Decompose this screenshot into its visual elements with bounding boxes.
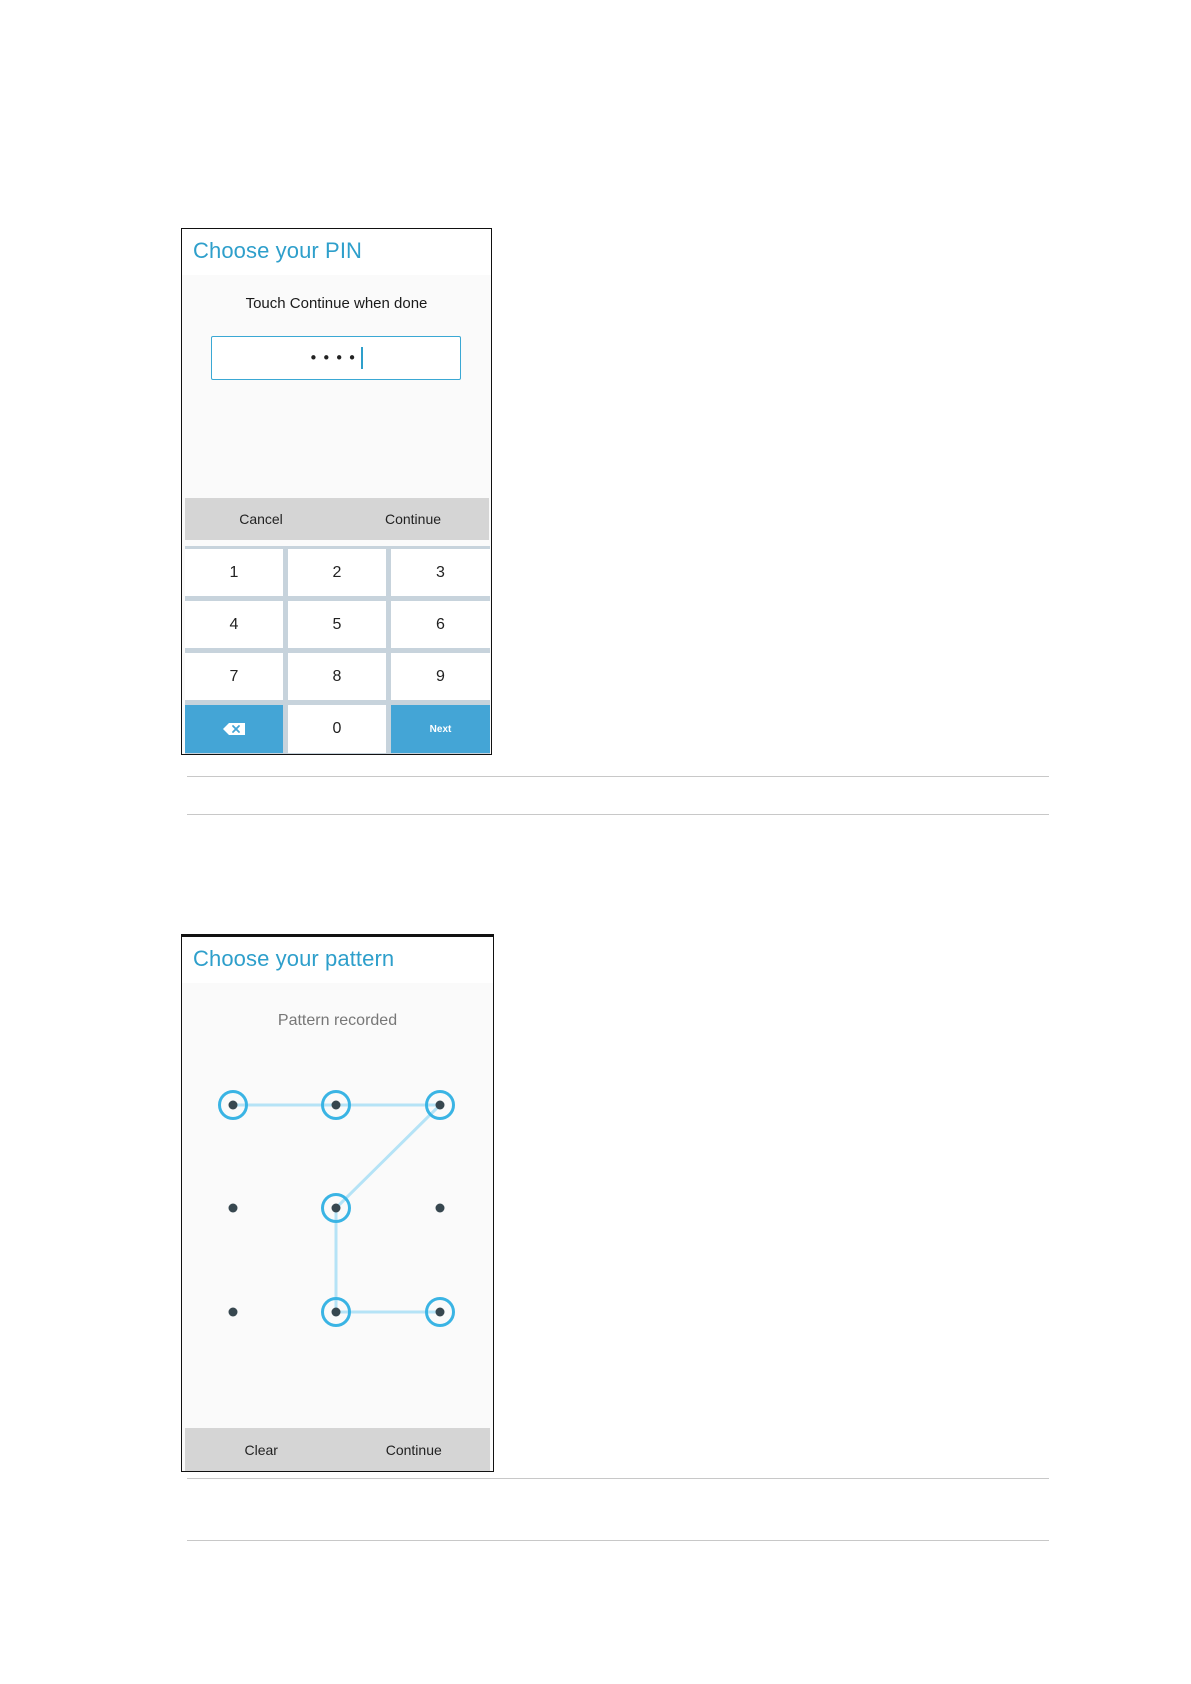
key-4[interactable]: 4 — [185, 601, 283, 648]
pin-title: Choose your PIN — [193, 238, 363, 263]
pattern-node-2[interactable] — [332, 1101, 341, 1110]
pin-action-bar — [185, 498, 489, 540]
divider-line — [187, 776, 1049, 777]
pattern-node-4[interactable] — [229, 1204, 238, 1213]
text-caret — [361, 347, 363, 369]
pattern-title: Choose your pattern — [193, 946, 395, 971]
cancel-button[interactable]: Cancel — [185, 498, 337, 540]
clear-button[interactable]: Clear — [185, 1428, 338, 1472]
key-6[interactable]: 6 — [391, 601, 490, 648]
key-7[interactable]: 7 — [185, 653, 283, 700]
pattern-node-6[interactable] — [436, 1204, 445, 1213]
divider-line — [187, 1478, 1049, 1479]
pattern-node-3[interactable] — [436, 1101, 445, 1110]
key-1[interactable]: 1 — [185, 549, 283, 596]
pattern-node-9[interactable] — [436, 1308, 445, 1317]
next-key[interactable]: Next — [391, 705, 490, 753]
pattern-node-8[interactable] — [332, 1308, 341, 1317]
key-8[interactable]: 8 — [288, 653, 386, 700]
pattern-path-segment — [336, 1105, 440, 1208]
continue-button[interactable]: Continue — [337, 498, 489, 540]
pattern-node-1[interactable] — [229, 1101, 238, 1110]
pin-masked-value: •••• — [309, 349, 361, 367]
continue-button[interactable]: Continue — [338, 1428, 491, 1472]
divider-line — [187, 814, 1049, 815]
backspace-key[interactable] — [185, 705, 283, 753]
pattern-screen — [181, 934, 494, 1472]
key-0[interactable]: 0 — [288, 705, 386, 753]
pattern-grid[interactable] — [182, 937, 492, 1427]
pattern-status: Pattern recorded — [277, 1012, 398, 1029]
pattern-action-bar — [185, 1428, 490, 1472]
key-5[interactable]: 5 — [288, 601, 386, 648]
key-2[interactable]: 2 — [288, 549, 386, 596]
pin-prompt: Touch Continue when done — [245, 295, 428, 312]
backspace-icon — [223, 723, 245, 735]
divider-line — [187, 1540, 1049, 1541]
numeric-keypad — [185, 546, 490, 755]
pattern-node-7[interactable] — [229, 1308, 238, 1317]
pattern-node-5[interactable] — [332, 1204, 341, 1213]
pin-title-bar — [182, 229, 491, 275]
key-9[interactable]: 9 — [391, 653, 490, 700]
pin-screen — [181, 228, 492, 755]
key-3[interactable]: 3 — [391, 549, 490, 596]
pin-input[interactable] — [211, 336, 461, 380]
